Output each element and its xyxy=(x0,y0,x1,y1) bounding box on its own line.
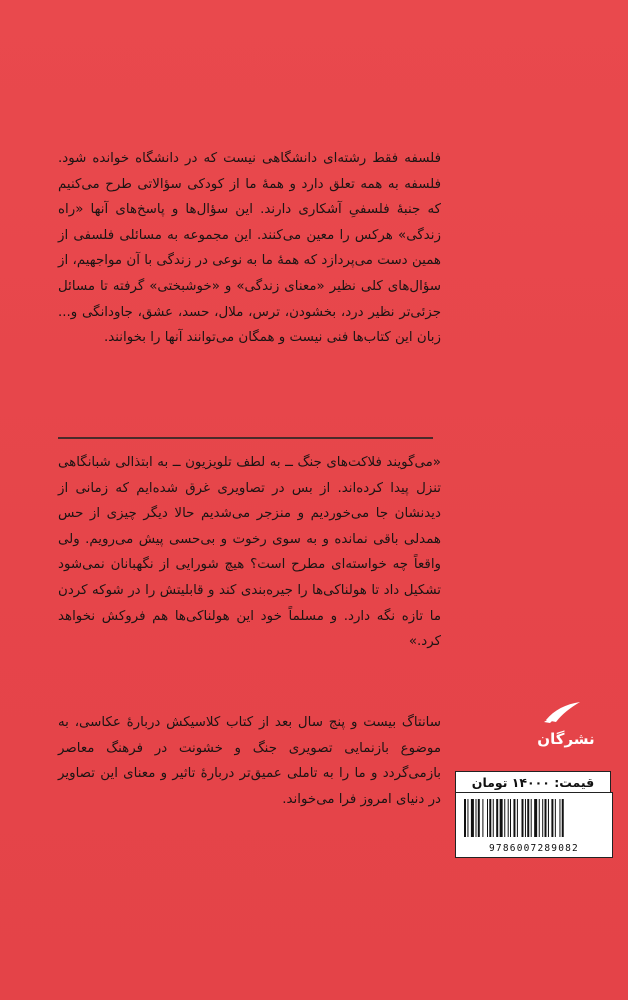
barcode-bar xyxy=(551,799,553,837)
barcode-bar xyxy=(559,799,560,837)
barcode-bar xyxy=(539,799,540,837)
barcode-bar xyxy=(493,799,494,837)
swoosh-icon xyxy=(542,700,582,724)
barcode-bar xyxy=(531,799,532,837)
quote-paragraph: «می‌گویند فلاکت‌های جنگ ــ به لطف تلویزیون ــ به ابتذالی شبانگاهی تنزل پیدا کرده‌اند. از بس در تصاویری غرق شده‌ایم که زمانی از دیدنشان جا می‌خوردیم و منزجر می‌شدیم حالا دیگر چیزی از حس همدلی باقی نمانده و به سوی رخوت و بی‌حسی پیش می‌رویم. ولی واقعاً چه خواسته‌ای مطرح است؟ هیچ شورایی از نگهبانان نمی‌شود تشکیل داد تا هولناکی‌ها را جیره‌بندی کند و قابلیتش را در شوکه کردن ما تازه نگه دارد. و مسلماً خود این هولناکی‌ها هم فروکش نخواهد کرد.» xyxy=(58,455,441,650)
isbn-barcode xyxy=(455,792,613,858)
barcode-bar xyxy=(464,799,466,837)
summary-block xyxy=(58,710,441,812)
barcode-bar xyxy=(522,799,524,837)
barcode-bar xyxy=(496,799,498,837)
barcode-icon xyxy=(462,799,606,841)
barcode-bar xyxy=(545,799,547,837)
barcode-bar xyxy=(513,799,515,837)
barcode-bar xyxy=(504,799,505,837)
barcode-bar xyxy=(525,799,526,837)
section-divider xyxy=(58,437,433,439)
summary-paragraph: سانتاگ بیست و پنج سال بعد از کتاب کلاسیکش دربارهٔ عکاسی، به موضوع بازنمایی تصویری جنگ و خشونت در فرهنگ معاصر بازمی‌گردد و ما را به تاملی عمیق‌تر دربارهٔ تاثیر و معنای این تصاویر در دنیای امروز فرا می‌خواند. xyxy=(58,715,441,807)
barcode-bar xyxy=(508,799,509,837)
barcode-bar xyxy=(548,799,549,837)
price-label: قیمت: ۱۴۰۰۰ تومان xyxy=(455,771,611,793)
barcode-bar xyxy=(542,799,543,837)
barcode-bar xyxy=(478,799,480,837)
barcode-bar xyxy=(482,799,483,837)
barcode-bar xyxy=(500,799,503,837)
barcode-bar xyxy=(517,799,518,837)
barcode-bar xyxy=(555,799,556,837)
barcode-bar xyxy=(527,799,529,837)
barcode-bar xyxy=(534,799,537,837)
barcode-bar xyxy=(510,799,511,837)
publisher-name: نشرگان xyxy=(537,730,595,748)
barcode-bar xyxy=(476,799,477,837)
quote-block xyxy=(58,450,441,655)
barcode-bar xyxy=(467,799,468,837)
barcode-bar xyxy=(562,799,564,837)
barcode-bar xyxy=(471,799,474,837)
description-paragraph: فلسفه فقط رشته‌ای دانشگاهی نیست که در دانشگاه خوانده شود. فلسفه به همه تعلق دارد و همهٔ ما از کودکی سؤالاتی طرح می‌کنیم که جنبهٔ فلسفیِ آشکاری دارند. این سؤال‌ها و پاسخ‌های آنها «راه زندگی» هرکس را معین می‌کنند. این مجموعه به مسائلی فلسفی از همین دست می‌پردازد که همهٔ ما به نوعی در زندگی با آن مواجهیم، از سؤال‌های کلی نظیر «معنای زندگی» و «خوشبختی» گرفته تا مسائل جزئی‌تر نظیر درد، بخشودن، ترس، ملال، حسد، عشق، جاودانگی و... زبان این کتاب‌ها فنی نیست و همگان می‌توانند آنها را بخوانند. xyxy=(58,151,441,346)
publisher-logo xyxy=(534,700,598,766)
barcode-bar xyxy=(489,799,491,837)
description-block xyxy=(58,146,441,351)
isbn-number: 9786007289082 xyxy=(489,843,579,854)
barcode-bar xyxy=(487,799,488,837)
